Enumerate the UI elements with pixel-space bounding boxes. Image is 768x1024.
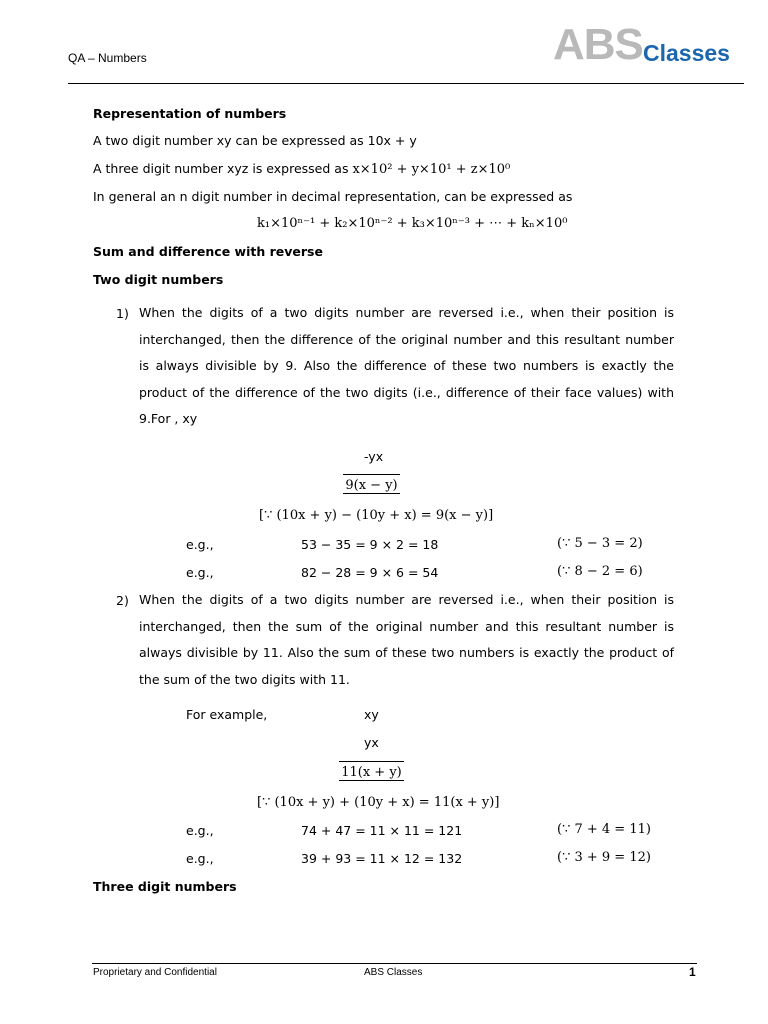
footer-rule: [92, 963, 697, 964]
line-general: In general an n digit number in decimal representation, can be expressed as: [93, 189, 573, 204]
footer-confidential: Proprietary and Confidential: [93, 967, 217, 978]
item2-result-text: 11(x + y): [341, 765, 402, 780]
heading-three-digit: Three digit numbers: [93, 879, 237, 894]
item2-proof: [∵ (10x + y) + (10y + x) = 11(x + y)]: [257, 795, 500, 810]
heading-representation: Representation of numbers: [93, 106, 287, 121]
item1-result-text: 9(x − y): [345, 478, 398, 493]
item1-eg1-calc: 53 − 35 = 9 × 2 = 18: [301, 537, 439, 552]
item1-sum-rule: [343, 474, 400, 475]
item1-eg2-calc: 82 − 28 = 9 × 6 = 54: [301, 565, 439, 580]
item2-eg2-reason: (∵ 3 + 9 = 12): [557, 850, 651, 865]
item2-eg1-label: e.g.,: [186, 823, 214, 838]
line-two-digit: A two digit number xy can be expressed as 10x + y: [93, 133, 417, 148]
header-rule: [68, 83, 744, 84]
item2-number: 2): [116, 593, 129, 608]
item2-xy: xy: [364, 707, 379, 722]
item2-eg1-calc: 74 + 47 = 11 × 11 = 121: [301, 823, 463, 838]
item1-result: [343, 478, 400, 494]
footer-page-number: 1: [689, 965, 696, 979]
item2-for-example: For example,: [186, 707, 268, 722]
item1-number: 1): [116, 306, 129, 321]
item1-paragraph: When the digits of a two digits number are reversed i.e., when their position is interchanged, then the difference of the original number and this resultant number is always divisible by 9. Also the difference of these two numbers is exactly the product of the difference of the two digits (i.e., difference of their face values) with 9.For , xy: [139, 305, 674, 426]
item2-eg2-calc: 39 + 93 = 11 × 12 = 132: [301, 851, 463, 866]
abs-classes-logo: [553, 22, 753, 68]
header-section-title: QA – Numbers: [68, 51, 147, 65]
line-three-digit: [93, 161, 510, 178]
item2-sum-rule: [339, 761, 404, 762]
logo-abs-text: ABS: [553, 20, 643, 69]
item2-yx: yx: [364, 735, 379, 750]
item1-eg2-reason: (∵ 8 − 2 = 6): [557, 564, 643, 579]
footer-brand: ABS Classes: [364, 967, 423, 978]
heading-sum-difference: Sum and difference with reverse: [93, 244, 323, 259]
item2-eg1-reason: (∵ 7 + 4 = 11): [557, 822, 651, 837]
item1-minus-yx: -yx: [364, 449, 384, 464]
item1-eg1-label: e.g.,: [186, 537, 214, 552]
three-digit-formula: x×10² + y×10¹ + z×10⁰: [352, 162, 511, 177]
general-formula: k₁×10ⁿ⁻¹ + k₂×10ⁿ⁻² + k₃×10ⁿ⁻³ + ⋯ + kₙ×10⁰: [257, 216, 568, 231]
item1-eg2-label: e.g.,: [186, 565, 214, 580]
item2-eg2-label: e.g.,: [186, 851, 214, 866]
item1-proof: [∵ (10x + y) − (10y + x) = 9(x − y)]: [259, 508, 494, 523]
three-digit-text: A three digit number xyz is expressed as: [93, 161, 349, 176]
item2-result: [339, 765, 404, 781]
heading-two-digit: Two digit numbers: [93, 272, 224, 287]
logo-classes-text: Classes: [643, 40, 730, 66]
item2-paragraph: When the digits of a two digits number are reversed i.e., when their position is interchanged, then the sum of the original number and this resultant number is always divisible by 11. Also the sum of these two numbers is exactly the product of the sum of the two digits with 11.: [139, 592, 674, 687]
item1-eg1-reason: (∵ 5 − 3 = 2): [557, 536, 643, 551]
